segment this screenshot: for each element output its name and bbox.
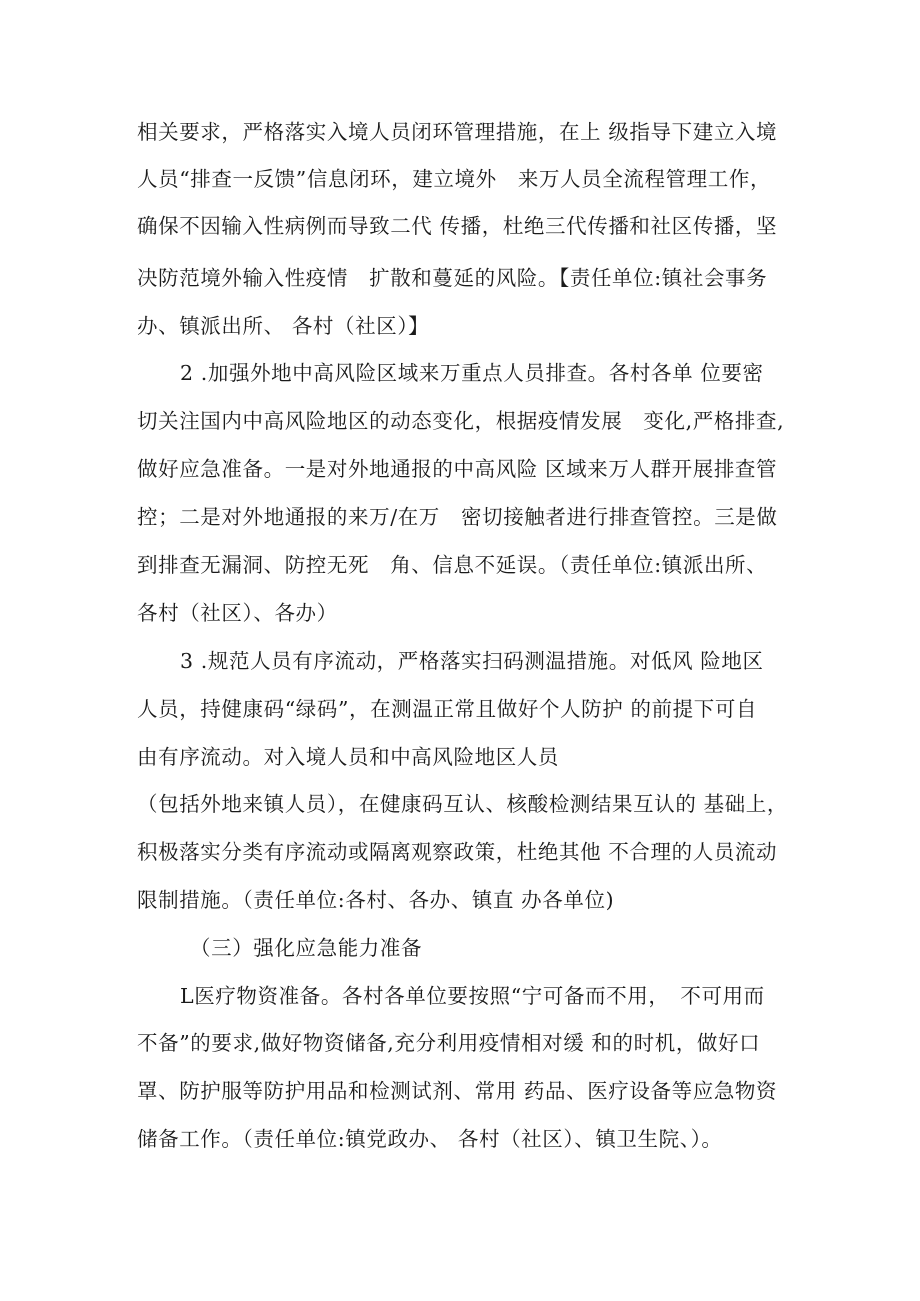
paragraph-line: 控；二是对外地通报的来万/在万 密切接触者进行排查管控。三是做 [137, 505, 778, 529]
paragraph-line: 做好应急准备。一是对外地通报的中高风险 区域来万人群开展排查管 [137, 457, 778, 481]
paragraph-line: 积极落实分类有序流动或隔离观察政策，杜绝其他 不合理的人员流动 [137, 840, 778, 864]
paragraph-line: 决防范境外输入性疫情 扩散和蔓延的风险。【责任单位:镇社会事务 [137, 266, 768, 290]
paragraph-line: 不备”的要求,做好物资储备,充分利用疫情相对缓 和的时机，做好口 [137, 1031, 761, 1055]
paragraph-line: 办、镇派出所、 各村（社区）】 [137, 314, 430, 338]
paragraph-line: 相关要求，严格落实入境人员闭环管理措施，在上 级指导下建立入境 [137, 120, 778, 144]
item-3-heading-line: 3 .规范人员有序流动，严格落实扫码测温措施。对低风 险地区 [180, 649, 764, 673]
item-2-heading-line: 2 .加强外地中高风险区域来万重点人员排查。各村各单 位要密 [180, 361, 764, 385]
paragraph-line: （包括外地来镇人员），在健康码互认、核酸检测结果互认的 基础上， [137, 792, 788, 816]
item-1-heading-line: L医疗物资准备。各村各单位要按照“宁可备而不用， 不可用而 [180, 984, 765, 1008]
paragraph-line: 到排查无漏洞、防控无死 角、信息不延误。（责任单位:镇派出所、 [137, 553, 768, 577]
paragraph-line: 罩、防护服等防护用品和检测试剂、常用 药品、医疗设备等应急物资 [137, 1079, 778, 1103]
paragraph-line: 确保不因输入性病例而导致二代 传播，杜绝三代传播和社区传播，坚 [137, 214, 778, 238]
paragraph-line: 人员“排查一反馈”信息闭环，建立境外 来万人员全流程管理工作， [137, 167, 772, 191]
paragraph-line: 切关注国内中高风险地区的动态变化，根据疫情发展 变化,严格排查, [137, 409, 785, 433]
paragraph-line: 人员，持健康码“绿码”，在测温正常且做好个人防护 的前提下可自 [137, 697, 758, 721]
section-3-heading: （三）强化应急能力准备 [190, 936, 423, 960]
paragraph-line: 各村（社区）、各办） [137, 601, 338, 625]
paragraph-line: 限制措施。（责任单位:各村、各办、镇直 办各单位) [137, 888, 615, 912]
paragraph-line: 储备工作。（责任单位:镇党政办、 各村（社区）、镇卫生院、）。 [137, 1127, 723, 1151]
paragraph-line: 由有序流动。对入境人员和中高风险地区人员 [137, 745, 559, 769]
